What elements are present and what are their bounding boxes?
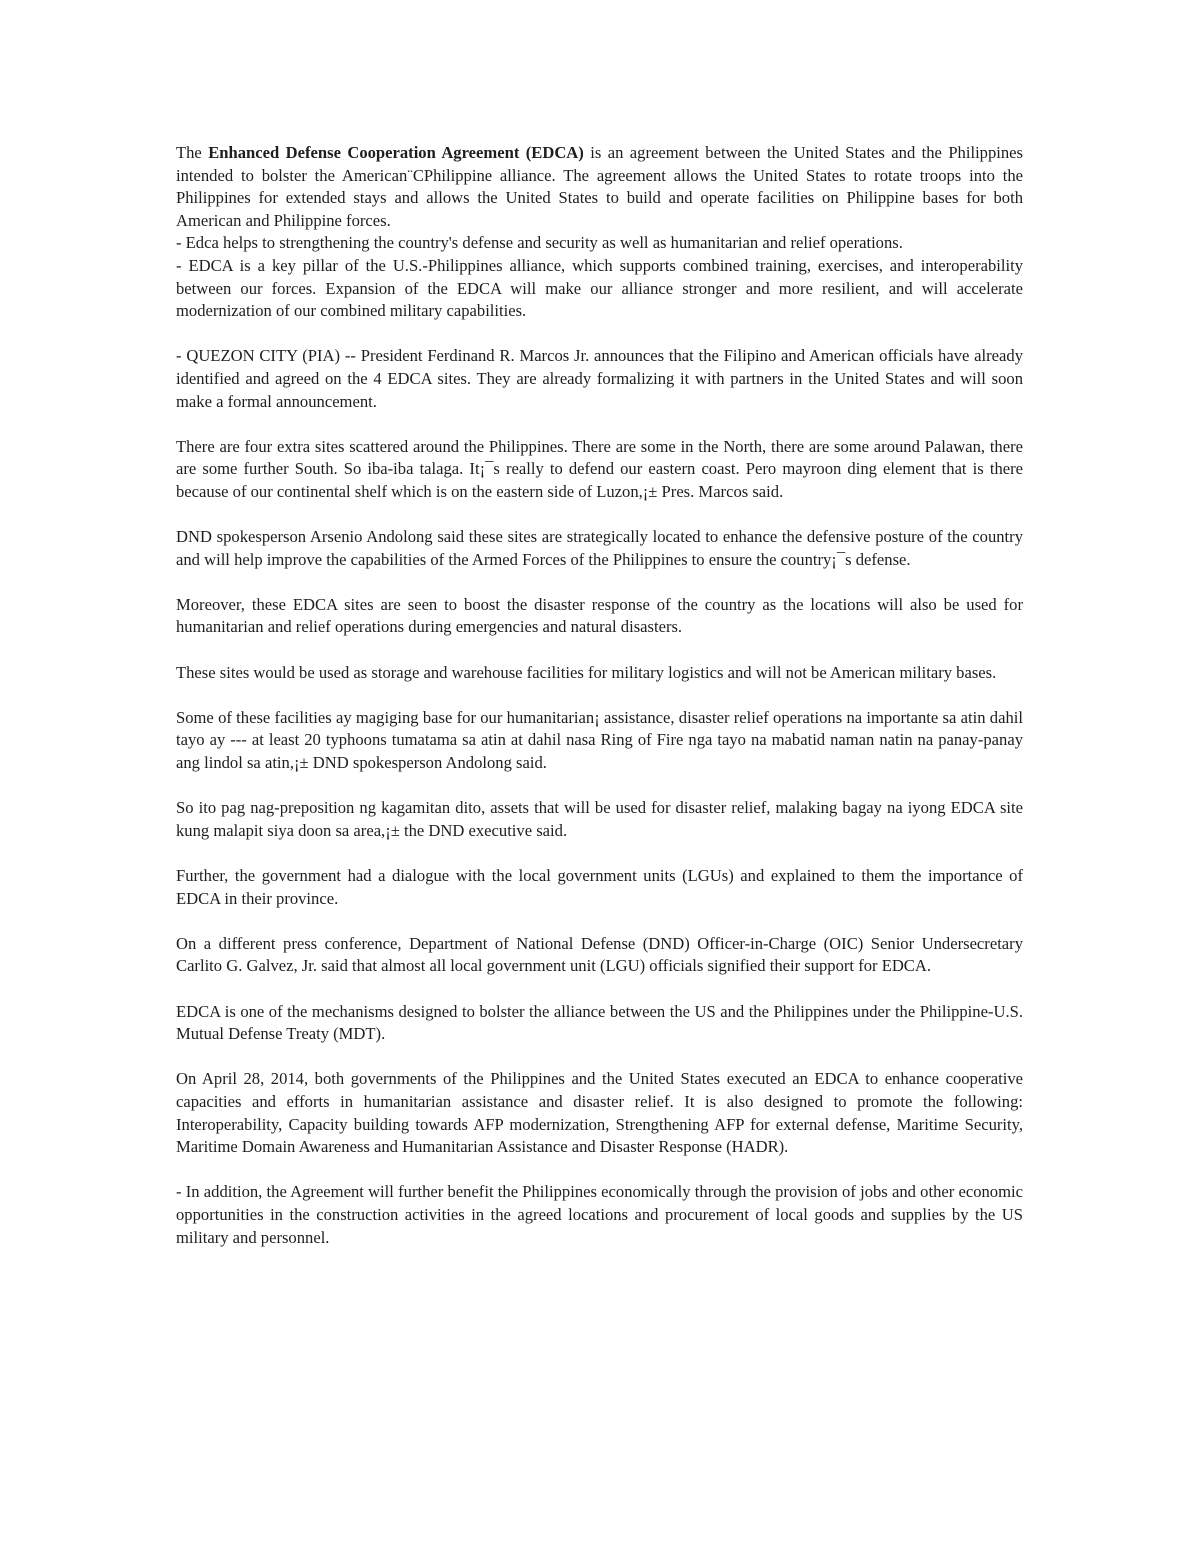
- paragraph-economic-benefit: - In addition, the Agreement will further benefit the Philippines economically through the provision of jobs and other economic opportunities in the construction activities in the agreed locations and procurement of local goods and supplies by the US military and personnel.: [176, 1182, 1023, 1247]
- paragraph-preposition: So ito pag nag-preposition ng kagamitan dito, assets that will be used for disaster relief, malaking bagay na iyong EDCA site kung malapit siya doon sa area,¡± the DND executive said.: [176, 798, 1023, 840]
- intro-block: [176, 142, 1023, 323]
- paragraph-humanitarian-base: Some of these facilities ay magiging base for our humanitarian¡ assistance, disaster relief operations na importante sa atin dahil tayo ay --- at least 20 typhoons tumatama sa atin at dahil nasa Ring of Fire nga tayo na mabatid naman natin na panay-panay ang lindol sa atin,¡± DND spokesperson Andolong said.: [176, 707, 1023, 773]
- document-page: [176, 142, 1023, 1272]
- paragraph-lgu-dialogue: Further, the government had a dialogue with the local government units (LGUs) and explained to them the importance of EDCA in their province.: [176, 866, 1023, 908]
- bullet-alliance-pillar: - EDCA is a key pillar of the U.S.-Philippines alliance, which supports combined training, exercises, and interoperability between our forces. Expansion of the EDCA will make our alliance stronger and more resilient, and will accelerate modernization of our combined military capabilities.: [176, 255, 1023, 321]
- paragraph-quezon-city: - QUEZON CITY (PIA) -- President Ferdinand R. Marcos Jr. announces that the Filipino and American officials have already identified and agreed on the 4 EDCA sites. They are already formalizing it with partners in the United States and will soon make a formal announcement.: [176, 346, 1023, 411]
- paragraph-dnd-spokesperson: DND spokesperson Arsenio Andolong said these sites are strategically located to enhance the defensive posture of the country and will help improve the capabilities of the Armed Forces of the Philippines to ensure the country¡¯s defense.: [176, 527, 1023, 569]
- intro-rest: is an agreement between the United States and the Philippines intended to bolster the American¨CPhilippine alliance. The agreement allows the United States to rotate troops into the Philippines for extended stays and allows the United States to build and operate facilities on Philippine bases for both American and Philippine forces.: [176, 143, 1024, 230]
- paragraph-disaster-response: Moreover, these EDCA sites are seen to boost the disaster response of the country as the locations will also be used for humanitarian and relief operations during emergencies and natural disasters.: [176, 594, 1023, 637]
- intro-lead: The: [176, 143, 209, 162]
- paragraph-press-conference: On a different press conference, Department of National Defense (DND) Officer-in-Charge (OIC) Senior Undersecretary Carlito G. Galvez, Jr. said that almost all local government unit (LGU) officials signified their support for EDCA.: [176, 933, 1023, 976]
- edca-bold-term: Enhanced Defense Cooperation Agreement (EDCA): [208, 143, 584, 162]
- bullet-defense-security: - Edca helps to strengthening the country's defense and security as well as humanitarian and relief operations.: [176, 233, 903, 253]
- paragraph-mechanisms: EDCA is one of the mechanisms designed to bolster the alliance between the US and the Philippines under the Philippine-U.S. Mutual Defense Treaty (MDT).: [176, 1001, 1023, 1044]
- paragraph-april-2014: On April 28, 2014, both governments of the Philippines and the United States executed an EDCA to enhance cooperative capacities and efforts in humanitarian assistance and disaster relief. It is also designed to promote the following: Interoperability, Capacity building towards AFP modernization, Strengthening AFP for external defense, Maritime Security, Maritime Domain Awareness and Humanitarian Assistance and Disaster Response (HADR).: [176, 1069, 1023, 1157]
- intro-paragraph: [176, 142, 1023, 232]
- paragraph-storage-facilities: These sites would be used as storage and warehouse facilities for military logistics and will not be American military bases.: [176, 662, 997, 682]
- paragraph-four-sites: There are four extra sites scattered around the Philippines. There are some in the North, there are some around Palawan, there are some further South. So iba-iba talaga. It¡¯s really to defend our eastern coast. Pero mayroon ding element that is there because of our continental shelf which is on the eastern side of Luzon,¡± Pres. Marcos said.: [176, 436, 1023, 501]
